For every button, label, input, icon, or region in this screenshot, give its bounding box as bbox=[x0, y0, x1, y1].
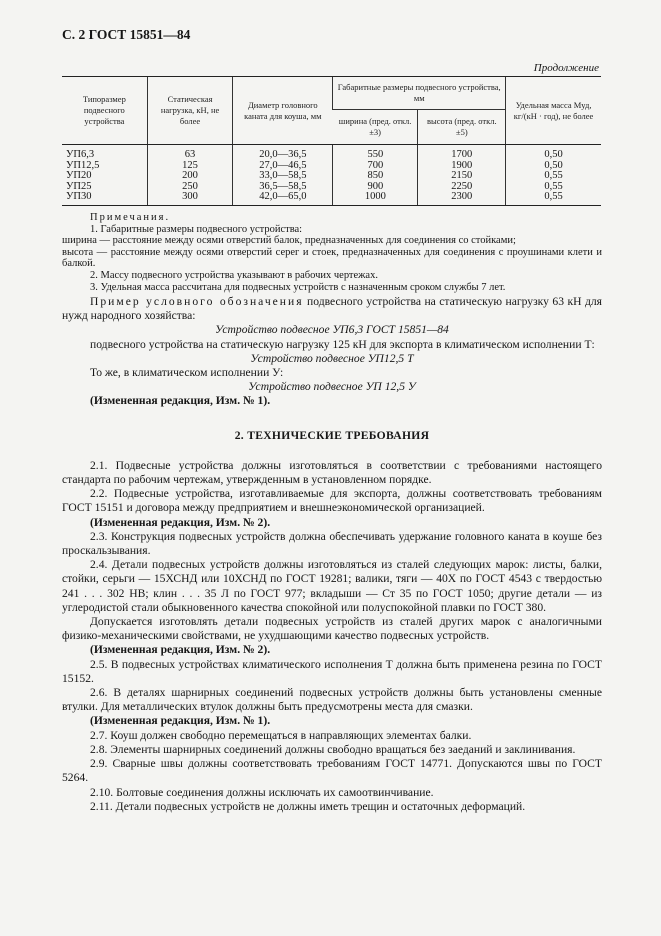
clause-2-8: 2.8. Элементы шарнирных соединений должны свободно вращаться без заеданий и заклинивания. bbox=[90, 742, 576, 756]
cell-diameter: 33,0—58,5 bbox=[233, 171, 333, 182]
cell-width: 1000 bbox=[333, 192, 418, 205]
clause-2-9: 2.9. Сварные швы должны соответствовать требованиям ГОСТ 14771. Допускаются швы по ГОСТ 5264. bbox=[62, 757, 602, 785]
cell-type: УП20 bbox=[66, 170, 92, 181]
notes-title: Примечания. bbox=[90, 212, 171, 223]
cell-diameter: 20,0—36,5 bbox=[233, 145, 333, 161]
cell-height: 2300 bbox=[418, 192, 506, 205]
example-text-1: подвесного устройства на статическую нагрузку 63 кН для нужд народного хозяйства: bbox=[62, 295, 602, 323]
clause-2-10: 2.10. Болтовые соединения должны исключать их самоотвинчивание. bbox=[90, 785, 434, 799]
col-height-header: высота (пред. откл. ±5) bbox=[418, 110, 506, 145]
table-row bbox=[62, 182, 601, 193]
cell-mass: 0,55 bbox=[506, 192, 601, 205]
revision-note: (Измененная редакция, Изм. № 2). bbox=[90, 515, 271, 529]
designation-1: Устройство подвесное УП6,3 ГОСТ 15851—84 bbox=[215, 323, 449, 337]
cell-width: 550 bbox=[333, 145, 418, 161]
cell-type: УП12,5 bbox=[66, 159, 100, 171]
clause-2-7: 2.7. Коуш должен свободно перемещаться в направляющих элементах балки. bbox=[90, 728, 472, 742]
note-3: 3. Удельная масса рассчитана для подвесных устройств с назначенным сроком службы 7 лет. bbox=[90, 281, 506, 293]
cell-height: 1700 bbox=[418, 145, 506, 161]
example-text-3: То же, в климатическом исполнении У: bbox=[90, 366, 284, 380]
clause-2-2: 2.2. Подвесные устройства, изготавливаемые для экспорта, должны соответствовать требованиям ГОСТ 15151 и договора между предприятием и внешнеэкономической организацией. bbox=[62, 487, 602, 515]
cell-height: 2250 bbox=[418, 182, 506, 193]
cell-load: 63 bbox=[147, 145, 233, 161]
clause-2-1: 2.1. Подвесные устройства должны изготовляться в соответствии с требованиями настоящего стандарта по рабочим чертежам, утвержденным в установленном порядке. bbox=[62, 458, 602, 487]
cell-mass: 0,55 bbox=[506, 171, 601, 182]
col-dims-header: Габаритные размеры подвесного устройства, мм bbox=[333, 77, 506, 110]
designation-3: Устройство подвесное УП 12,5 У bbox=[248, 380, 416, 394]
note-2: 2. Массу подвесного устройства указывают в рабочих чертежах. bbox=[90, 269, 378, 281]
specification-table bbox=[62, 76, 601, 206]
mass-header-text: Удельная масса Mуд, кг/(кН · год), не более bbox=[513, 99, 594, 121]
cell-type: УП6,3 bbox=[66, 149, 95, 160]
cell-diameter: 42,0—65,0 bbox=[233, 192, 333, 205]
cell-type: УП30 bbox=[62, 192, 147, 205]
cell-diameter: 27,0—46,5 bbox=[233, 161, 333, 172]
cell-height: 2150 bbox=[418, 171, 506, 182]
col-width-header: ширина (пред. откл. ±3) bbox=[333, 110, 418, 145]
cell-load: 125 bbox=[147, 161, 233, 172]
col-mass-header bbox=[506, 77, 601, 145]
continuation-label: Продолжение bbox=[533, 62, 599, 74]
cell-load: 250 bbox=[147, 182, 233, 193]
example-text-2: подвесного устройства на статическую нагрузку 125 кН для экспорта в климатическом исполнении Т: bbox=[90, 337, 595, 351]
cell-mass: 0,50 bbox=[506, 145, 601, 161]
clause-2-5: 2.5. В подвесных устройствах климатического исполнения Т должна быть применена резина по ГОСТ 15152. bbox=[62, 657, 602, 685]
revision-note: (Измененная редакция, Изм. № 2). bbox=[90, 643, 271, 657]
section-2-title: 2. ТЕХНИЧЕСКИЕ ТРЕБОВАНИЯ bbox=[234, 428, 430, 442]
cell-type: УП25 bbox=[66, 180, 92, 192]
note-1: 1. Габаритные размеры подвесного устройства: bbox=[90, 223, 303, 235]
note-1-height: высота — расстояние между осями отверстий серег и стоек, предназначенных для соединения с проушинами клети и балкой. bbox=[62, 246, 602, 270]
example-paragraph bbox=[62, 295, 602, 323]
revision-note: (Измененная редакция, Изм. № 1). bbox=[90, 394, 271, 408]
col-load-header: Статическая нагрузка, кН, не более bbox=[147, 77, 233, 145]
cell-height: 1900 bbox=[418, 161, 506, 172]
clause-2-4: 2.4. Детали подвесных устройств должны изготовляться из сталей следующих марок: листы, балки, стойки, серьги — 15ХСНД или 10ХСНД по ГОСТ 19281; валики, тяги — 40Х по ГОСТ 4543 с твердостью 241 . . . 302 НВ; клин . . . 35 Л по ГОСТ 977; вкладыши — Ст 35 по ГОСТ 1050; другие детали — из углеродистой стали обыкновенного качества спокойной или полуспокойной плавки по ГОСТ 380. bbox=[62, 558, 602, 614]
cell-load: 200 bbox=[147, 171, 233, 182]
page-header: С. 2 ГОСТ 15851—84 bbox=[62, 27, 191, 42]
clause-2-11: 2.11. Детали подвесных устройств не должны иметь трещин и остаточных деформаций. bbox=[90, 799, 526, 813]
cell-width: 700 bbox=[333, 161, 418, 172]
clause-2-4-addendum: Допускается изготовлять детали подвесных устройств из сталей других марок с аналогичными физико-механическими свойствами, не ухудшающими качество подвесных устройств. bbox=[62, 615, 602, 643]
revision-note: (Измененная редакция, Изм. № 1). bbox=[90, 714, 271, 728]
cell-width: 850 bbox=[333, 171, 418, 182]
table-notes bbox=[62, 212, 602, 293]
cell-width: 900 bbox=[333, 182, 418, 193]
table-row bbox=[62, 161, 601, 172]
clause-2-3: 2.3. Конструкция подвесных устройств должна обеспечивать удержание головного каната в коуше без проскальзывания. bbox=[62, 529, 602, 558]
table-row bbox=[62, 192, 601, 205]
designation-2: Устройство подвесное УП12,5 Т bbox=[250, 351, 414, 365]
document-body bbox=[62, 295, 602, 814]
example-label: Пример условного обозначения bbox=[90, 295, 304, 308]
cell-diameter: 36,5—58,5 bbox=[233, 182, 333, 193]
cell-mass: 0,55 bbox=[506, 182, 601, 193]
cell-load: 300 bbox=[147, 192, 233, 205]
table-row bbox=[62, 171, 601, 182]
note-1-width: ширина — расстояние между осями отверстий балок, предназначенных для соединения со стойками; bbox=[62, 235, 516, 247]
col-diameter-header: Диаметр головного каната для коуша, мм bbox=[233, 77, 333, 145]
table-row bbox=[62, 145, 601, 161]
col-type-header: Типоразмер подвесного устройства bbox=[62, 77, 147, 145]
clause-2-6: 2.6. В деталях шарнирных соединений подвесных устройств должны быть установлены сменные втулки. Для металлических втулок должны быть предусмотрены места для смазки. bbox=[62, 686, 602, 714]
cell-mass: 0,50 bbox=[506, 161, 601, 172]
